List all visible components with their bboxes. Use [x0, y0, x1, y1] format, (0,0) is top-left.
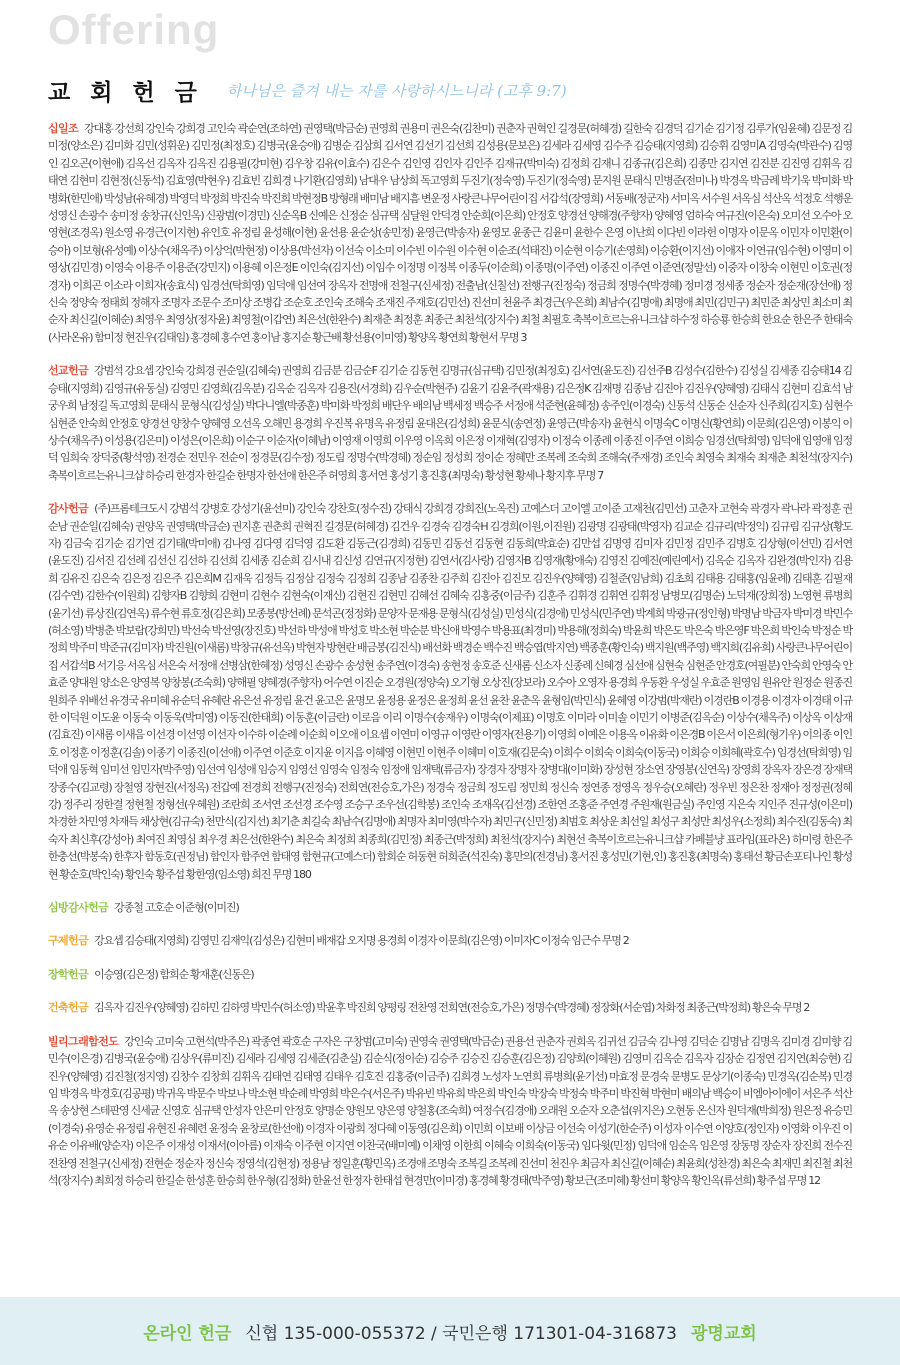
offering-section-building	[48, 999, 852, 1016]
section-category: 심방감사헌금	[48, 901, 109, 915]
section-category: 감사헌금	[48, 502, 89, 516]
section-category: 구제헌금	[48, 934, 89, 948]
section-names: 강인숙 고미숙 고현석(박주은) 곽종연 곽호순 구자은 구창범(고미숙) 권영숙 권영택(박금순) 권용선 권춘자 권희옥 김귀선 김금숙 김나영 김덕순 김명남 김명옥 김미경 김미향 김민수(이은경) 김병국(윤승애) 김상우(류미진) 김세라 김세영 김세준(김춘실) 김순식(정이순) 김승주 김승진 김승훈(김은정) 김양희(이혜원) 김영미 김옥순 김옥자 김장순 김정연 김지연(최승현) 김진우(양혜영) 김진철(정지영) 김창수 김창희 김휘옥 김태연 김태영 김태우 김호진 김홍중(이금주) 김희경 노성자 노연희 류병희(윤기선) 마효정 문경숙 문병도 문상기(이종숙) 민경옥(김순복) 민경임 박경옥 박경호(김공평) 박귀옥 박문수 박보나 박소현 박순례 박영희 박은수(서은주) 박유빈 박유희 박은희 박인숙 박장숙 박정숙 박주미 박진혁 박현미 배의남 백승이 비엠아이에이 서은주 석산옥 송상현 스테판영 신세균 신영호 심규택 안성자 안은미 안정호 양명순 양원모 양은영 양철홍(조숙희) 여정수(김경애) 오래원 오순자 오춘섭(위지은) 오현동 온신자 원덕재(박희정) 원은정 유승민(이경숙) 유영순 유정림 유현진 유혜련 윤정숙 윤창로(한선애) 이경자 이광희 정다혜 이동영(김은희) 이민희 이보배 이상금 이선숙 이성기(한순주) 이성자 이수연 이양호(정인자) 이영화 이우진 이유순 이유배(양순자) 이은주 이재성 이재서(이아름) 이재숙 이주현 이지연 이찬국(배미예) 이채영 이한희 이혜숙 이희숙(이동국) 임다윗(민정) 임덕애 임순옥 임은영 장동명 장순자 장진희 전수진 전찬영 전철구(신세정) 전현순 정순자 정신숙 정영석(김현정) 정용남 정일훈(황민옥) 조경애 조명숙 조복길 조복례 진선미 천진우 최금자 최신길(이혜순) 최윤희(성찬경) 최은숙 최재민 최진철 최천석(장지수) 최희정 하승리 한길순 한성훈 한승희 한우형(김정화) 한윤선 한정자 한태섭 현경만(이미경) 홍경혜 황경태(박주영) 황보근(조미혜) 황선미 황양옥 황인옥(류선희) 황주섭 무명 12	[48, 1034, 852, 1187]
section-names: 강범석 강요셉 강인숙 강희경 권순일(김혜숙) 권영희 김금분 김금순F 김기순 김동현 김명규(심규택) 김민정(최정호) 김서연(윤도진) 김선주B 김성수(김한수) 김성실 김세종 김승태14 김승태(지영희) 김영규(유동실) 김영민 김영희(김옥분) 김옥순 김옥자 김용진(서경희) 김우순(박현주) 김윤기 김윤주(곽재용) 김은정K 김재명 김종남 김진아 김진우(양혜영) 김태식 김현미 김효석 남궁우희 남정길 독고영희 문태식 문형식(김성실) 박다니엘(박종훈) 박미화 박정희 배단우 배의남 백세정 백승주 서정애 석준현(윤혜정) 송주인(이경숙) 신동석 신동순 신순자 신주희(김지호) 심현수 심현준 안숙희 안정호 양경선 양창수 양혜영 오선옥 오해민 용경희 우진복 유명옥 유정림 윤대은(김성희) 윤문식(송연정) 윤영근(박송자) 윤현식 이명숙C 이명신(황연희) 이문희(김은영) 이봉익 이상수(채옥주) 이성용(김은미) 이성은(이은희) 이순구 이순자(이혜남) 이영재 이영희 이우영 이옥희 이은정 이재혁(김영자) 이정숙 이종례 이종진 이주연 이희승 임경선(탁희영) 임덕애 임영애 임정덕 임희숙 장덕중(황석영) 전경순 전민우 전순이 정경문(김수정) 정도림 정명수(박경혜) 정순임 정성희 정이순 정혜만 조복례 조숙희 조해숙(주재경) 조인숙 최영숙 최재숙 최재춘 최천석(장지수) 축복이흐르는유니크샵 하승리 한경자 한길순 한명자 한선애 한은주 허영희 홍서연 홍성기 홍진홍(최명숙) 황성현 황세나 황지후 무명 7	[48, 364, 852, 482]
section-names: 이승영(김은정) 함희순 황재훈(신동은)	[94, 967, 254, 981]
online-offering-bar	[0, 1297, 900, 1365]
section-names: 강종철 고호순 이준형(이미진)	[114, 901, 239, 915]
section-names: 강요셉 김승태(지영희) 김영민 김재익(김성은) 김현미 배재갑 오지명 용경희 이경자 이문희(김은영) 이미자C 이정숙 임근수 무명 2	[94, 934, 629, 948]
online-offering-label: 온라인 헌금	[143, 1323, 232, 1344]
section-category: 건축헌금	[48, 1001, 89, 1015]
offering-section-billy-graham	[48, 1033, 852, 1190]
section-category: 십일조	[48, 122, 79, 135]
page-heading	[48, 73, 868, 107]
section-names: (주)프롬테크도시 강범석 강병호 강성기(윤선미) 강인숙 강찬호(정수진) 강태식 강희경 강희진(노옥진) 고예스더 고이엘 고이준 고재천(김민선) 고춘자 고현숙 곽경자 곽나라 곽정훈 권순남 권순일(김혜숙) 권양옥 권영택(박금순) 권지훈 권춘희 권혁진 길경문(허혜경) 김건우 김경숙 김경숙H 김경희(이원,이진원) 김광명 김광태(박영자) 김교순 김규리(박정익) 김규림 김규상(황도자) 김금숙 김기순 김기연 김기태(박미애) 김나영 김다영 김덕영 김도환 김동근(김경희) 김동민 김동선 김동현 김동희(박효순) 김만섭 김명영 김미자 김민정 김민주 김병호 김상형(이선민) 김서연(윤도진) 김서진 김선례 김선신 김선하 김선희 김세종 김순희 김시내 김신성 김연규(지정현) 김연서(김사랑) 김영자B 김영재(황애숙) 김영진 김예진(예린예서) 김옥순 김옥자 김완경(박인자) 김용희 김유진 김은숙 김은정 김은주 김은희M 김재욱 김정득 김정삼 김정숙 김정희 김종남 김종찬 김주희 김진아 김진모 김진우(양혜영) 김철준(임남희) 김초희 김태용 김태홍(임윤례) 김태훈 김필재(김수연) 김한수(이원희) 김향자B 김향희 김현미 김현수 김현숙(이재신) 김현진 김현민 김혜선 김혜숙 김홍중(이금주) 김훈주 김휘경 김휘연 김휘정 남병모(김명순) 노덕재(장희정) 노영현 류병희(윤기선) 류상진(김연옥) 류수현 류호정(김은희) 모종봉(방선례) 문석곤(정정화) 문양자 문재용 문형식(김성실) 민성식(김경애) 민성식(민주연) 박계희 박광규(정인형) 박명남 박금자 박미경 박민수(허소영) 박병춘 박보람(강희민) 박선숙 박선영(장진호) 박선하 박성애 박성호 박소현 박순분 박신애 박영수 박용표(최경미) 박용해(정희숙) 박윤희 박은도 박은숙 박은영F 박은희 박인숙 박정순 박정희 박주미 박준규(김미자) 박진원(이새롬) 박창규(유선옥) 박현자 방현란 배금봉(김진식) 배선화 백경순 백수진 백승엽(박지연) 백종훈(황인숙) 백지원(백주영) 백지희(김유희) 사랑큰나무어린이집 서갑석B 서기응 서옥심 서은숙 서정애 선병삼(한혜정) 성영신 손광수 송성현 송주연(이경숙) 송현정 송호준 신새롬 신소자 신종례 신혜경 심선애 심현숙 심현준 안경호(여필분) 안숙희 안영숙 안효준 양대원 양소은 양영복 양창봉(조숙희) 양해필 양혜경(주향자) 어수연 이진순 오경원(정양숙) 오기형 오상진(장보라) 오수아 오영자 용경희 우동환 우성실 우효준 원영임 원유안 원정순 원종진 원희주 위배선 유경국 유미혜 유순덕 유혜란 유은선 유정림 윤건 윤고은 윤명모 윤정용 윤정은 윤정희 윤선 윤찬 윤춘옥 윤형임(박민식) 윤혜영 이강범(박재란) 이경란B 이경용 이경자 이경태 이규한 이덕원 이도윤 이동숙 이동욱(박미영) 이동진(한태희) 이동훈(이금란) 이로음 이리 이명수(송재우) 이명숙(이제표) 이명호 이미라 이미솔 이민기 이병준(김옥순) 이상수(채옥주) 이상옥 이상재(김효진) 이새롬 이새음 이선경 이선영 이선자 이수하 이순례 이순희 이오애 이요셉 이연미 이영규 이영란 이영자(전용기) 이영희 이예은 이용옥 이유화 이은경B 이은서 이은희(형기우) 이의종 이인호 이정훈 이정훈(김솔) 이종기 이종진(이선애) 이주연 이준호 이지윤 이지음 이혜영 이현민 이현주 이혜미 이호재(김문숙) 이희수 이희숙 이희숙(이동국) 이희승 이희혜(곽호수) 임경선(탁희영) 임덕애 임동혁 임미선 임민자(박주영) 임선여 임성애 임승지 임영선 임영숙 임정숙 임정애 임재택(류금자) 장경자 장명자 장병대(이미화) 장성현 장소연 장영봉(신연옥) 장영희 장옥자 장은경 장재택 장종수(김교령) 장철영 장현진(서정옥) 전갑예 전경희 전행구(진정숙) 전희연(전승호,가은) 정경숙 정금희 정도림 정민희 정신숙 정연종 정영옥 정우승(오혜란) 정우빈 정은찬 정재아 정정권(정혜강) 정주리 정한결 정현철 정형선(우혜원) 조란희 조서연 조선경 조수영 조승구 조우선(김학봉) 조인숙 조재옥(김선경) 조한연 조홍준 주연경 주원재(원금실) 주인영 지은숙 지인주 진규성(이은미) 차경한 차민영 차재득 채상현(김규숙) 천만식(김지선) 최기춘 최길숙 최남수(김명애) 최명자 최미영(박수자) 최민구(신민정) 최범호 최상운 최선일 최성구 최성만 최성우(소정희) 최수진(김동숙) 최숙자 최신후(강성아) 최여진 최영심 최우경 최은선(한완수) 최은숙 최정희 최종희(김민정) 최종근(박정희) 최천석(장지수) 최현선 축복이흐르는유니크샵 카페블냥 표라임(표라온) 하미령 한은주 한충선(박봉숙) 한후자 함동호(권정님) 함인자 함주연 함태영 함현규(고예스더) 함희순 허동현 허희준(석진숙) 홍만의(전경님) 홍서진 홍성민(기현,인) 홍진홍(최명숙) 홍태선 황금손포티나인 황성현 황순호(박인숙) 황인숙 황주섭 황한영(임소영) 희진 무명 180	[48, 502, 852, 881]
offering-watermark-title: Offering	[48, 6, 220, 53]
offering-section-thanks	[48, 500, 852, 883]
section-names: 김옥자 김진우(양혜영) 김하민 김하영 박민수(허소영) 박윤후 박진희 양평링 전찬영 전희연(전승호,가은) 정명수(박경혜) 정장화(서순엽) 차화정 최종근(박정희) 황은숙 무명 2	[94, 1001, 810, 1015]
section-names: 강대홍 강선희 강인숙 강희경 고인숙 곽순연(조하연) 권영택(박금순) 권영희 권용미 권은숙(김찬미) 권춘자 권혁인 길경문(허혜경) 길한숙 김경덕 김기순 김기정 김루가(임윤혜) 김문정 김미정(양소은) 김미화 김민(성휘운) 김민정(최정호) 김병국(윤승애) 김병순 김삼희 김서연 김선기 김선희 김성용(문보은) 김세라 김세영 김수주 김승태(지영희) 김승휘 김영미A 김영숙(박관수) 김영인 김오곤(이현애) 김옥선 김옥자 김옥진 김용필(강미현) 김우창 김유(이효수) 김은수 김인영 김인자 김인주 김재규(박미숙) 김정희 김재니 김종규(김은희) 김종만 김지연 김진분 김진영 김휘옥 김태연 김현미 김현정(신동석) 김효영(박현우) 김효빈 김희경 나기환(김영희) 남대우 남상희 독고영희 두진기(정숙영) 두진기(정숙영) 문지원 문태식 민병준(전미나) 박경옥 박금례 박기욱 박미화 박병화(한민애) 박성남(유혜경) 박영덕 박정희 박진숙 박진희 박현정B 방형래 배미남 배지흠 변운정 사랑큰나무어린이집 서갑석(장영희) 서동배(정군자) 서미옥 서수원 서옥심 석산옥 석정호 석행운 성영신 손광수 송미정 송창규(신인옥) 신광범(이경민) 신순옥B 신예은 신정순 심규택 심달원 안덕경 안순희(이은희) 안정호 양경선 양해경(주향자) 양혜영 엄하숙 여규진(이은숙) 오미선 오수아 오영현(조경옥) 원소영 유경근(이지현) 유인호 유정림 윤성해(이현) 윤선용 윤순상(송민정) 윤영근(박송자) 윤영모 윤종근 김윤미 윤한수 은영 이난희 이다빈 이라헌 이명자 이문옥 이민자 이민환(이승아) 이보형(유성예) 이상수(채옥주) 이상억(박현정) 이상용(박선자) 이선숙 이소미 이수빈 이수원 이수현 이순조(석태진) 이순현 이승기(손영희) 이승환(이지선) 이애자 이연규(임수현) 이영미 이영상(김민경) 이영숙 이용주 이용준(강민지) 이용혜 이은정E 이인숙(김지선) 이임수 이정명 이정복 이종두(이순희) 이종명(이주연) 이종진 이주연 이준연(정말선) 이중자 이창숙 이현민 이호권(정경자) 이희곤 이소라 이희자(송효식) 임경선(탁희영) 임덕애 임선여 장옥자 전명애 전철구(신세정) 전출남(신칠선) 전행구(진정숙) 정금희 정명수(박경혜) 정미경 정세종 정순자 정순재(장선애) 정신숙 정양숙 정태희 정해자 조명자 조문수 조미상 조병갑 조순호 조인숙 조해숙 조재진 주재호(김민선) 진선미 천윤주 최경근(우은희) 최남수(김명애) 최명애 최민(김민구) 최민준 최상민 최소미 최순자 최신길(이혜순) 최영우 최영상(정자윤) 최영철(이갑연) 최은선(한완수) 최재춘 최정훈 최종근 최천석(장지수) 최철 최필호 축복이흐르는유니크샵 하수정 하승룡 한승희 한요순 한은주 한태숙(사라온유) 함미정 현진우(김태임) 홍경혜 홍수연 홍이남 홍지순 황근배 황선용(이미영) 황양옥 황연희 황현서 무명 3	[48, 122, 852, 344]
section-category: 장학헌금	[48, 967, 89, 981]
page-title: 교 회 헌 금	[48, 79, 203, 106]
section-category: 선교헌금	[48, 364, 89, 378]
bible-verse: 하나님은 즐겨 내는 자를 사랑하시느니라 (고후 9:7)	[226, 81, 567, 100]
offering-section-tithe	[48, 120, 852, 346]
offering-section-mission	[48, 362, 852, 484]
offering-section-scholarship	[48, 966, 852, 983]
bank-accounts: 신협 135-000-055372 / 국민은행 171301-04-316873	[245, 1323, 677, 1344]
offering-list	[48, 120, 852, 1205]
offering-section-relief	[48, 932, 852, 949]
offering-section-visit-thanks	[48, 899, 852, 916]
section-category: 빌리그래함전도	[48, 1034, 119, 1048]
church-name: 광명교회	[690, 1323, 757, 1344]
